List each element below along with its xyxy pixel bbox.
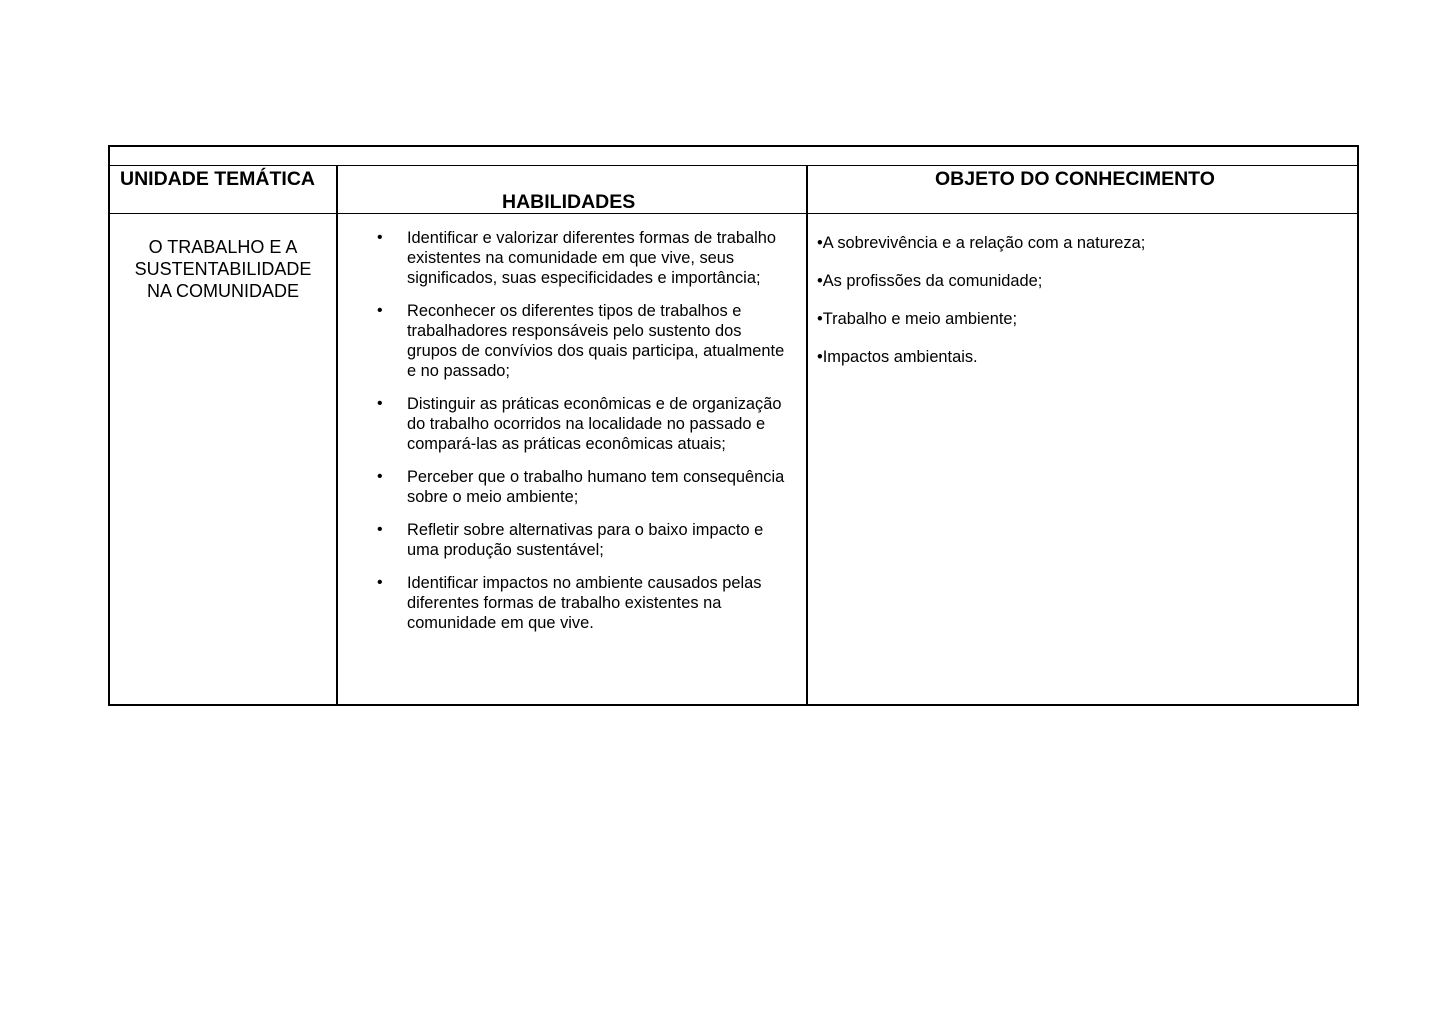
header-bottom-border: [108, 213, 1359, 214]
unit-theme-text: [110, 236, 336, 302]
list-item: [373, 394, 793, 454]
curriculum-table: [108, 145, 1359, 706]
skill-text: Refletir sobre alternativas para o baixo impacto e uma produção sustentável;: [407, 521, 764, 559]
bullet-icon: •: [377, 468, 383, 485]
list-item: [373, 228, 793, 288]
list-item: [373, 301, 793, 381]
objects-list: [817, 233, 1337, 385]
header-objeto-do-conhecimento: OBJETO DO CONHECIMENTO: [935, 168, 1215, 190]
bullet-icon: •: [377, 521, 383, 538]
skill-text: Identificar impactos no ambiente causados pelas diferentes formas de trabalho existentes na comunidade em que vive.: [407, 574, 762, 632]
list-item: [373, 520, 793, 560]
unit-line: NA COMUNIDADE: [146, 281, 299, 301]
skill-text: Distinguir as práticas econômicas e de organização do trabalho ocorridos na localidade no passado e compará-las as práticas econômicas atuais;: [407, 395, 782, 453]
column-divider-2: [806, 165, 808, 706]
skill-text: Identificar e valorizar diferentes formas de trabalho existentes na comunidade em que vive, seus significados, suas especificidades e importância;: [407, 229, 776, 287]
skill-text: Reconhecer os diferentes tipos de trabalhos e trabalhadores responsáveis pelo sustento dos grupos de convívios dos quais participa, atualmente e no passado;: [407, 302, 785, 380]
column-divider-1: [336, 165, 338, 706]
right-border: [1357, 145, 1359, 706]
list-item: •Impactos ambientais.: [817, 348, 978, 366]
list-item: [373, 573, 793, 633]
skills-list: [373, 228, 793, 646]
table-bottom-border: [108, 704, 1359, 706]
bullet-icon: •: [377, 302, 383, 319]
skill-text: Perceber que o trabalho humano tem consequência sobre o meio ambiente;: [407, 468, 785, 506]
bullet-icon: •: [377, 574, 383, 591]
unit-line: O TRABALHO E A: [148, 237, 298, 257]
table-top-border: [108, 145, 1359, 147]
list-item: •A sobrevivência e a relação com a natureza;: [817, 234, 1146, 252]
unit-line: SUSTENTABILIDADE: [134, 259, 312, 279]
header-habilidades: HABILIDADES: [502, 191, 636, 213]
header-unidade-tematica: UNIDADE TEMÁTICA: [120, 168, 315, 190]
left-border: [108, 145, 110, 706]
header-top-border: [108, 165, 1359, 166]
bullet-icon: •: [377, 395, 383, 412]
list-item: [373, 467, 793, 507]
bullet-icon: •: [377, 229, 383, 246]
list-item: •As profissões da comunidade;: [817, 272, 1043, 290]
list-item: •Trabalho e meio ambiente;: [817, 310, 1018, 328]
